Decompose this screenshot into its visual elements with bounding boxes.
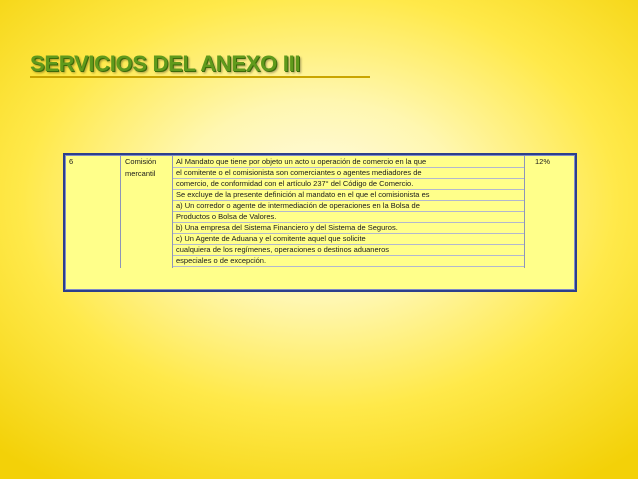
slide-title: SERVICIOS DEL ANEXO III — [30, 51, 301, 76]
row-divider — [173, 266, 524, 267]
column-divider-1 — [120, 156, 121, 268]
description-line: especiales o de excepción. — [176, 256, 267, 265]
description-line: cualquiera de los regímenes, operaciones o destinos aduaneros — [176, 245, 390, 254]
item-number: 6 — [69, 157, 74, 166]
title-underline — [30, 76, 370, 78]
rate-value: 12% — [535, 157, 551, 166]
description-line: Productos o Bolsa de Valores. — [176, 212, 277, 221]
description-line: Se excluye de la presente definición al mandato en el que el comisionista es — [176, 190, 430, 199]
description-line: el comitente o el comisionista son comerciantes o agentes mediadores de — [176, 168, 422, 177]
description-line: a) Un corredor o agente de intermediación de operaciones en la Bolsa de — [176, 201, 420, 210]
column-divider-2 — [172, 156, 173, 268]
concept-line-1: Comisión — [125, 157, 157, 166]
column-divider-3 — [524, 156, 525, 268]
concept-line-2: mercantil — [125, 169, 156, 178]
description-line: Al Mandato que tiene por objeto un acto u operación de comercio en la que — [176, 157, 427, 166]
description-line: c) Un Agente de Aduana y el comitente aquel que solicite — [176, 234, 366, 243]
annex-table — [63, 153, 577, 292]
description-line: b) Una empresa del Sistema Financiero y del Sistema de Seguros. — [176, 223, 398, 232]
description-line: comercio, de conformidad con el artículo 237° del Código de Comercio. — [176, 179, 414, 188]
